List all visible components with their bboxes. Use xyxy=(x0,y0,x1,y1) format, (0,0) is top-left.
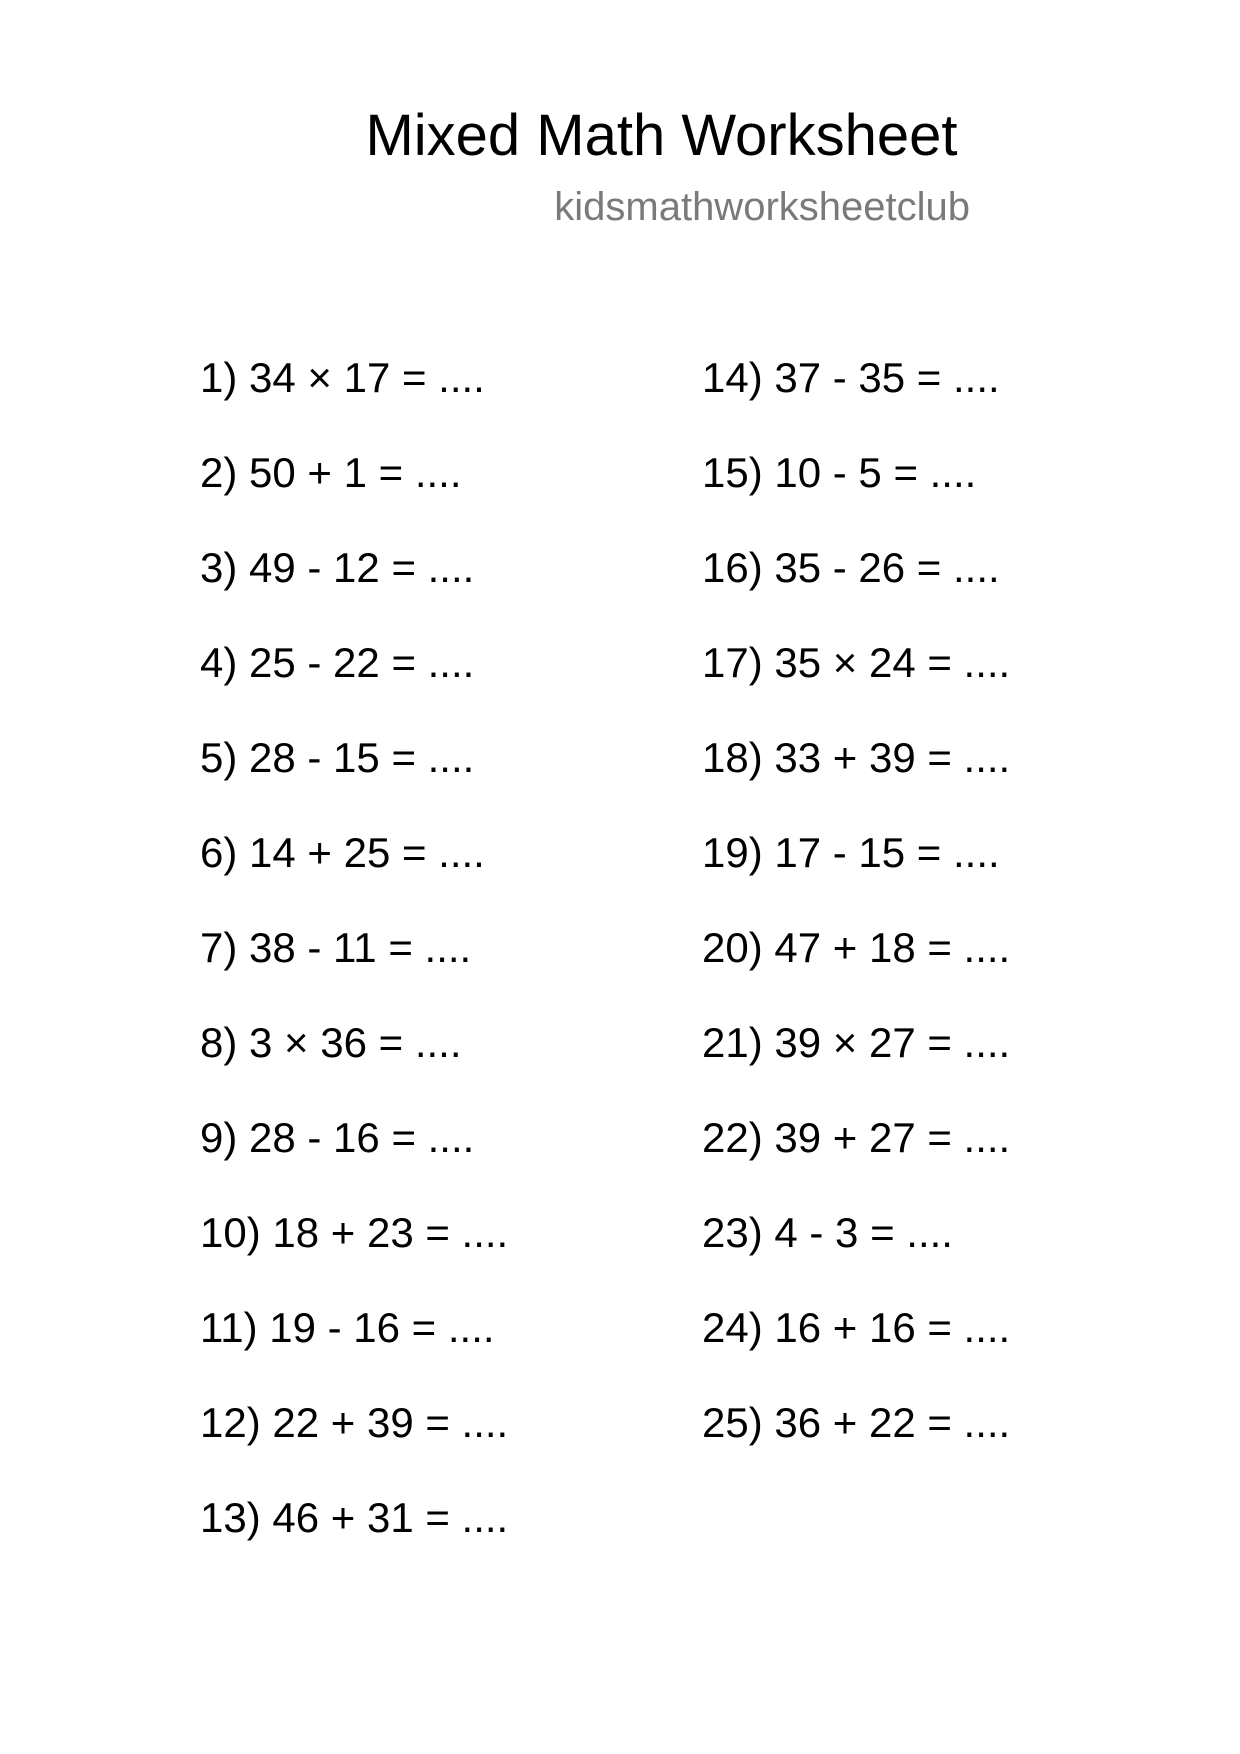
problem-item: 21) 39 × 27 = .... xyxy=(702,1019,1011,1066)
problem-item: 18) 33 + 39 = .... xyxy=(702,734,1011,781)
problem-item: 24) 16 + 16 = .... xyxy=(702,1304,1011,1351)
worksheet-title: Mixed Math Worksheet xyxy=(365,103,958,168)
problem-item: 4) 25 - 22 = .... xyxy=(200,639,475,686)
problem-item: 5) 28 - 15 = .... xyxy=(200,734,475,781)
problem-item: 19) 17 - 15 = .... xyxy=(702,829,1000,876)
problem-item: 12) 22 + 39 = .... xyxy=(200,1399,509,1446)
problem-column-right xyxy=(702,350,1010,1490)
problem-item: 1) 34 × 17 = .... xyxy=(200,354,485,401)
problem-column-left xyxy=(200,350,508,1585)
problem-item: 20) 47 + 18 = .... xyxy=(702,924,1011,971)
problem-item: 23) 4 - 3 = .... xyxy=(702,1209,953,1256)
problem-item: 14) 37 - 35 = .... xyxy=(702,354,1000,401)
problem-item: 8) 3 × 36 = .... xyxy=(200,1019,462,1066)
problem-item: 3) 49 - 12 = .... xyxy=(200,544,475,591)
problem-item: 25) 36 + 22 = .... xyxy=(702,1399,1011,1446)
problem-item: 11) 19 - 16 = .... xyxy=(200,1304,495,1351)
problem-item: 9) 28 - 16 = .... xyxy=(200,1114,475,1161)
problem-item: 6) 14 + 25 = .... xyxy=(200,829,485,876)
problem-item: 10) 18 + 23 = .... xyxy=(200,1209,509,1256)
problem-item: 15) 10 - 5 = .... xyxy=(702,449,977,496)
problem-item: 7) 38 - 11 = .... xyxy=(200,924,472,971)
worksheet-source: kidsmathworksheetclub xyxy=(554,185,970,229)
problem-item: 17) 35 × 24 = .... xyxy=(702,639,1011,686)
problem-item: 16) 35 - 26 = .... xyxy=(702,544,1000,591)
problem-item: 2) 50 + 1 = .... xyxy=(200,449,462,496)
problem-item: 13) 46 + 31 = .... xyxy=(200,1494,509,1541)
problem-item: 22) 39 + 27 = .... xyxy=(702,1114,1011,1161)
